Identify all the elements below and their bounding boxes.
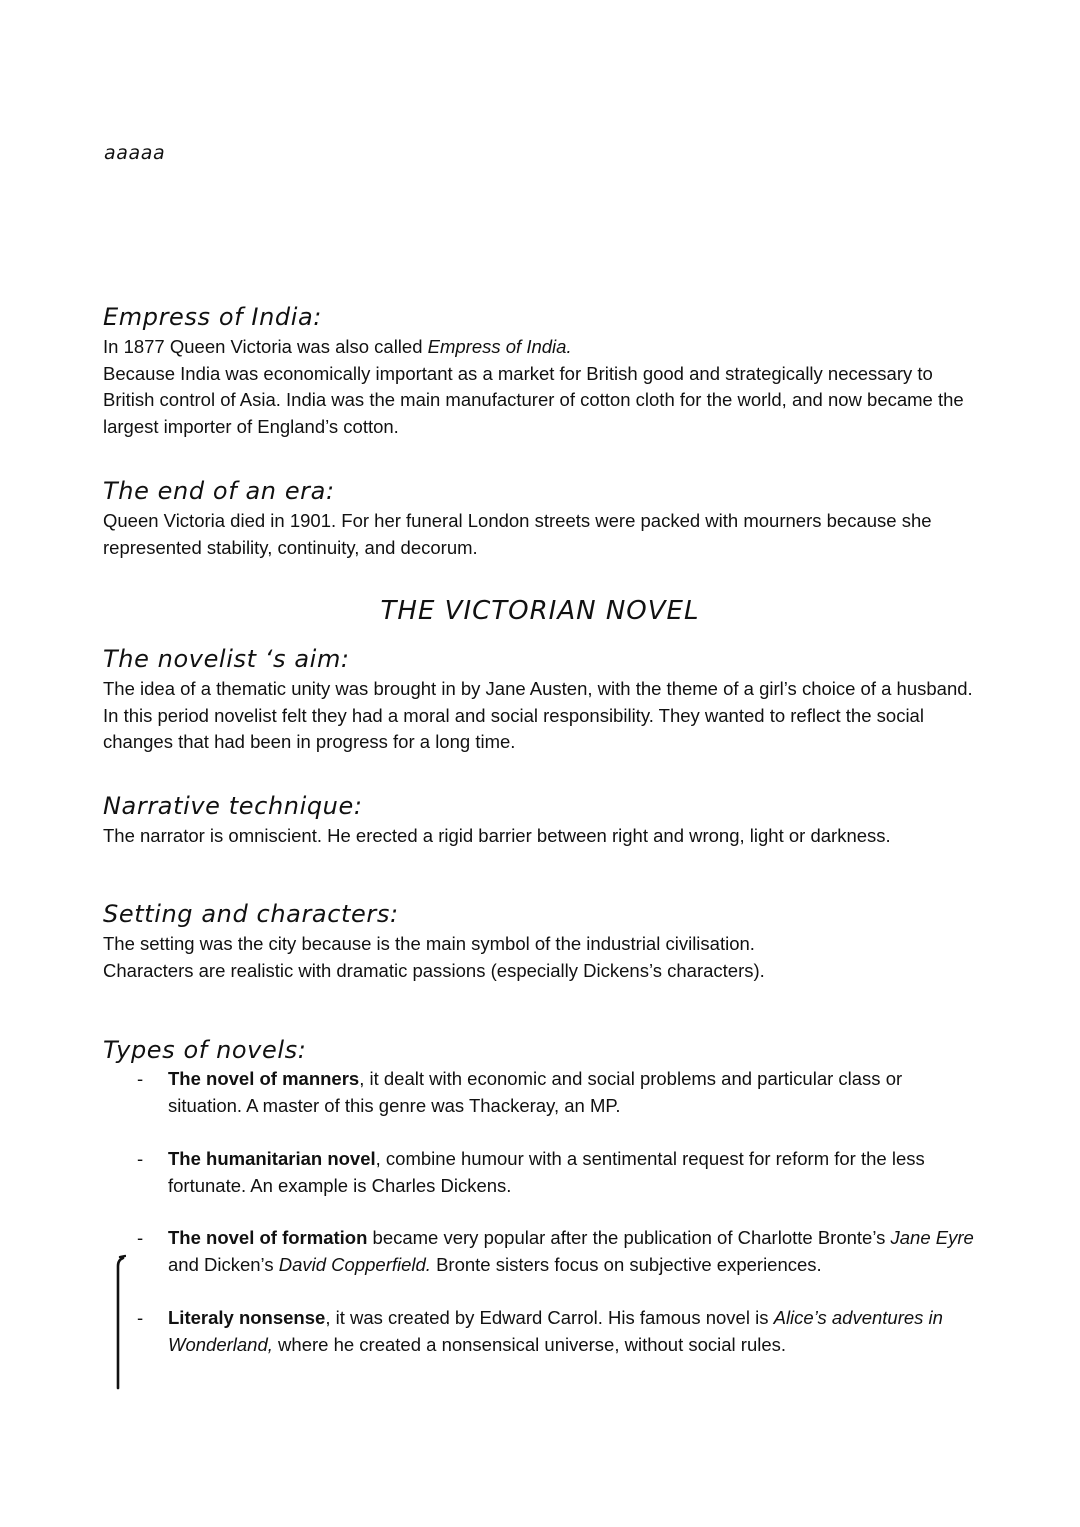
item-term: The novel of formation: [168, 1227, 368, 1248]
heading-types-of-novels: Types of novels:: [103, 1036, 307, 1064]
item-description: and Dicken’s: [168, 1253, 279, 1275]
empress-line1-text: In 1877 Queen Victoria was also called: [103, 336, 428, 357]
empress-line1-italic: Empress of India.: [427, 336, 572, 357]
section-types-of-novels: [103, 1035, 983, 1067]
item-book-title: Jane Eyre: [890, 1227, 974, 1248]
bullet-dash: -: [137, 1148, 144, 1169]
section-empress-of-india: [103, 302, 983, 440]
item-description: , it dealt with economic and social problems and particular class or situation. A master of this genre was Thackeray, an MP.: [168, 1068, 903, 1116]
item-description: , combine humour with a sentimental request for reform for the less fortunate. An example is Charles Dickens.: [168, 1148, 925, 1196]
section-narrative-technique: [103, 791, 983, 850]
paragraph-end-of-era: Queen Victoria died in 1901. For her funeral London streets were packed with mourners because she represented stability, continuity, and decorum.: [103, 510, 932, 558]
heading-narrative-technique: Narrative technique:: [103, 792, 363, 820]
top-note: aaaaa: [104, 142, 166, 164]
list-item-text: [168, 1066, 978, 1119]
bullet-dash: -: [137, 1307, 144, 1328]
page-title: THE VICTORIAN NOVEL: [380, 596, 700, 626]
item-term: Literaly nonsense: [168, 1307, 326, 1328]
bullet-dash: -: [137, 1068, 144, 1089]
list-item-text: [168, 1305, 978, 1358]
item-description: , it was created by Edward Carrol. His famous novel is: [325, 1307, 774, 1328]
section-end-of-era: [103, 476, 983, 561]
paragraph-setting-line2: Characters are realistic with dramatic passions (especially Dickens’s characters).: [103, 959, 765, 981]
bullet-dash: -: [137, 1227, 144, 1248]
paragraph-empress-body: Because India was economically important as a market for British good and strategically necessary to British control of Asia. India was the main manufacturer of cotton cloth for the world, and now became the largest importer of England’s cotton.: [103, 362, 964, 437]
heading-end-of-era: The end of an era:: [103, 477, 335, 505]
paragraph-setting-line1: The setting was the city because is the main symbol of the industrial civilisation.: [103, 933, 755, 954]
handdrawn-bracket-mark: [112, 1254, 126, 1390]
paragraph-empress-line1: [103, 334, 983, 361]
heading-setting-characters: Setting and characters:: [103, 900, 399, 928]
heading-novelist-aim: The novelist ‘s aim:: [103, 645, 350, 673]
item-description: Bronte sisters focus on subjective experiences.: [430, 1253, 822, 1275]
item-book-title: David Copperfield.: [278, 1253, 431, 1275]
heading-empress-of-india: Empress of India:: [103, 303, 322, 331]
item-description: where he created a nonsensical universe, without social rules.: [272, 1333, 787, 1355]
item-book-title: Alice’s adventures in Wonderland,: [168, 1307, 943, 1355]
section-novelist-aim: [103, 644, 983, 756]
item-term: The novel of manners: [168, 1068, 360, 1089]
list-item-text: [168, 1225, 978, 1278]
item-term: The humanitarian novel: [168, 1148, 376, 1169]
paragraph-narrative-technique: The narrator is omniscient. He erected a rigid barrier between right and wrong, light or darkness.: [103, 825, 891, 846]
paragraph-novelist-aim: The idea of a thematic unity was brought in by Jane Austen, with the theme of a girl’s choice of a husband. In this period novelist felt they had a moral and social responsibility. They wanted to reflect the social changes that had been in progress for a long time.: [103, 678, 973, 752]
section-setting-characters: [103, 899, 983, 984]
item-description: became very popular after the publication of Charlotte Bronte’s: [367, 1227, 891, 1248]
list-item-text: [168, 1146, 978, 1199]
